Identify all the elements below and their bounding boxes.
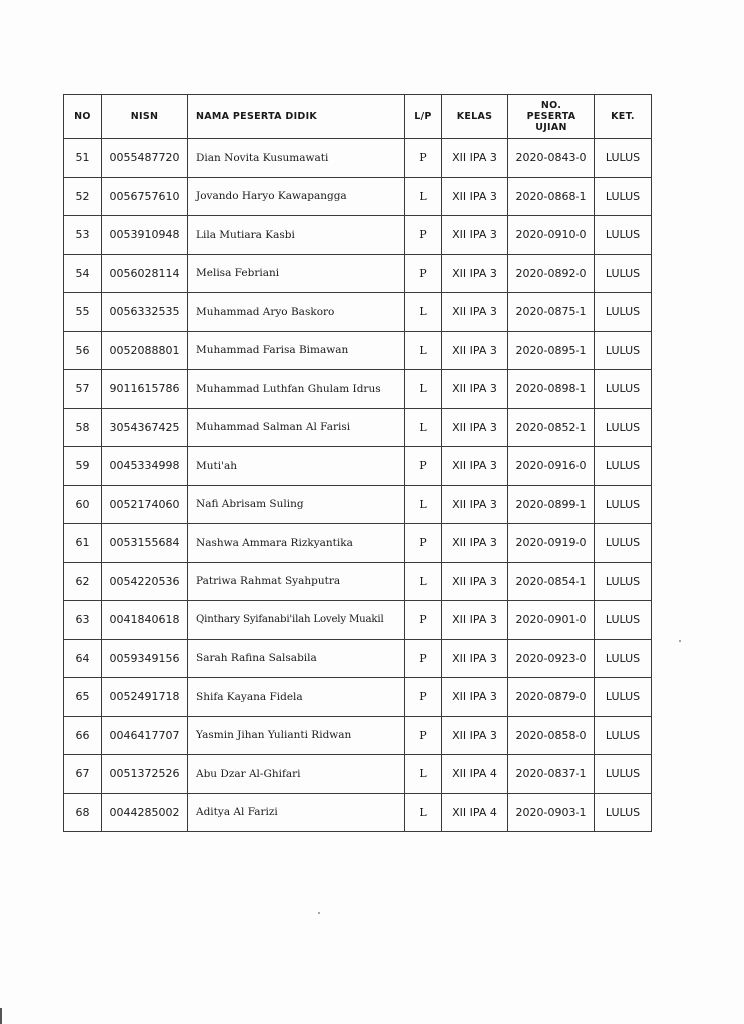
cell-nama: Muhammad Salman Al Farisi — [188, 408, 405, 447]
cell-nama: Abu Dzar Al-Ghifari — [188, 755, 405, 794]
cell-lp: P — [405, 678, 442, 717]
header-nama: NAMA PESERTA DIDIK — [188, 95, 405, 139]
cell-ket: LULUS — [595, 447, 652, 486]
cell-lp: L — [405, 755, 442, 794]
scan-speck — [318, 912, 320, 914]
cell-kelas: XII IPA 3 — [442, 177, 508, 216]
cell-ket: LULUS — [595, 485, 652, 524]
scan-edge-mark — [0, 1008, 2, 1024]
cell-ket: LULUS — [595, 139, 652, 178]
cell-kelas: XII IPA 3 — [442, 408, 508, 447]
cell-nisn: 0052491718 — [102, 678, 188, 717]
header-kelas: KELAS — [442, 95, 508, 139]
cell-nisn: 0046417707 — [102, 716, 188, 755]
graduation-results-table — [63, 94, 652, 832]
cell-nisn: 0051372526 — [102, 755, 188, 794]
cell-nama: Muhammad Aryo Baskoro — [188, 293, 405, 332]
header-no-peserta-line1: NO. — [540, 100, 562, 111]
cell-no: 55 — [64, 293, 102, 332]
cell-lp: P — [405, 524, 442, 563]
cell-nisn: 3054367425 — [102, 408, 188, 447]
cell-no-peserta: 2020-0843-0 — [508, 139, 595, 178]
cell-nisn: 9011615786 — [102, 370, 188, 409]
cell-lp: L — [405, 293, 442, 332]
cell-no-peserta: 2020-0898-1 — [508, 370, 595, 409]
cell-ket: LULUS — [595, 755, 652, 794]
cell-nama: Jovando Haryo Kawapangga — [188, 177, 405, 216]
cell-nisn: 0044285002 — [102, 793, 188, 832]
cell-kelas: XII IPA 3 — [442, 216, 508, 255]
cell-nama: Dian Novita Kusumawati — [188, 139, 405, 178]
cell-no-peserta: 2020-0837-1 — [508, 755, 595, 794]
cell-kelas: XII IPA 3 — [442, 254, 508, 293]
cell-no-peserta: 2020-0916-0 — [508, 447, 595, 486]
cell-no: 52 — [64, 177, 102, 216]
cell-nisn: 0052174060 — [102, 485, 188, 524]
cell-ket: LULUS — [595, 370, 652, 409]
cell-kelas: XII IPA 4 — [442, 755, 508, 794]
cell-no-peserta: 2020-0875-1 — [508, 293, 595, 332]
header-lp: L/P — [405, 95, 442, 139]
cell-ket: LULUS — [595, 408, 652, 447]
cell-nisn: 0059349156 — [102, 639, 188, 678]
cell-nama: Aditya Al Farizi — [188, 793, 405, 832]
cell-nama: Yasmin Jihan Yulianti Ridwan — [188, 716, 405, 755]
cell-lp: L — [405, 793, 442, 832]
table-row — [64, 601, 652, 640]
cell-no-peserta: 2020-0910-0 — [508, 216, 595, 255]
cell-nisn: 0052088801 — [102, 331, 188, 370]
cell-kelas: XII IPA 3 — [442, 639, 508, 678]
cell-no: 68 — [64, 793, 102, 832]
cell-nisn: 0041840618 — [102, 601, 188, 640]
cell-lp: P — [405, 447, 442, 486]
scan-speck — [679, 640, 681, 642]
table-row — [64, 254, 652, 293]
cell-ket: LULUS — [595, 562, 652, 601]
cell-ket: LULUS — [595, 793, 652, 832]
cell-no-peserta: 2020-0879-0 — [508, 678, 595, 717]
table-row — [64, 485, 652, 524]
cell-no: 58 — [64, 408, 102, 447]
cell-lp: P — [405, 601, 442, 640]
cell-kelas: XII IPA 3 — [442, 562, 508, 601]
cell-nama: Shifa Kayana Fidela — [188, 678, 405, 717]
table-row — [64, 524, 652, 563]
cell-no: 56 — [64, 331, 102, 370]
cell-no: 51 — [64, 139, 102, 178]
cell-no-peserta: 2020-0854-1 — [508, 562, 595, 601]
cell-kelas: XII IPA 3 — [442, 678, 508, 717]
cell-kelas: XII IPA 3 — [442, 447, 508, 486]
cell-nama: Muti'ah — [188, 447, 405, 486]
cell-no: 66 — [64, 716, 102, 755]
table-row — [64, 793, 652, 832]
cell-kelas: XII IPA 3 — [442, 485, 508, 524]
cell-lp: P — [405, 639, 442, 678]
table-row — [64, 177, 652, 216]
cell-nama: Nafi Abrisam Suling — [188, 485, 405, 524]
cell-no-peserta: 2020-0899-1 — [508, 485, 595, 524]
cell-nama: Lila Mutiara Kasbi — [188, 216, 405, 255]
table-row — [64, 716, 652, 755]
table-body — [64, 139, 652, 832]
cell-kelas: XII IPA 3 — [442, 601, 508, 640]
header-no-peserta-ujian — [508, 95, 595, 139]
table-row — [64, 447, 652, 486]
cell-nisn: 0056028114 — [102, 254, 188, 293]
cell-no-peserta: 2020-0901-0 — [508, 601, 595, 640]
cell-nama: Nashwa Ammara Rizkyantika — [188, 524, 405, 563]
cell-ket: LULUS — [595, 293, 652, 332]
cell-nisn: 0045334998 — [102, 447, 188, 486]
header-ket: KET. — [595, 95, 652, 139]
cell-kelas: XII IPA 4 — [442, 793, 508, 832]
cell-lp: P — [405, 254, 442, 293]
cell-nama: Patriwa Rahmat Syahputra — [188, 562, 405, 601]
cell-no: 54 — [64, 254, 102, 293]
cell-no-peserta: 2020-0852-1 — [508, 408, 595, 447]
cell-lp: L — [405, 370, 442, 409]
cell-no-peserta: 2020-0892-0 — [508, 254, 595, 293]
cell-nama: Melisa Febriani — [188, 254, 405, 293]
header-no: NO — [64, 95, 102, 139]
cell-no: 62 — [64, 562, 102, 601]
cell-ket: LULUS — [595, 216, 652, 255]
cell-ket: LULUS — [595, 177, 652, 216]
table-row — [64, 678, 652, 717]
cell-no: 64 — [64, 639, 102, 678]
cell-ket: LULUS — [595, 254, 652, 293]
cell-no: 53 — [64, 216, 102, 255]
cell-ket: LULUS — [595, 524, 652, 563]
table-row — [64, 755, 652, 794]
cell-lp: L — [405, 485, 442, 524]
cell-ket: LULUS — [595, 601, 652, 640]
cell-no: 63 — [64, 601, 102, 640]
cell-nama: Qinthary Syifanabi'ilah Lovely Muakil — [188, 601, 405, 640]
cell-no: 57 — [64, 370, 102, 409]
cell-no: 67 — [64, 755, 102, 794]
table-row — [64, 139, 652, 178]
cell-lp: L — [405, 408, 442, 447]
table-row — [64, 639, 652, 678]
cell-nisn: 0056757610 — [102, 177, 188, 216]
cell-no-peserta: 2020-0903-1 — [508, 793, 595, 832]
cell-no: 61 — [64, 524, 102, 563]
header-no-peserta-line2: PESERTA — [526, 111, 576, 122]
cell-kelas: XII IPA 3 — [442, 370, 508, 409]
cell-no-peserta: 2020-0923-0 — [508, 639, 595, 678]
cell-no: 60 — [64, 485, 102, 524]
cell-ket: LULUS — [595, 331, 652, 370]
table-row — [64, 562, 652, 601]
cell-ket: LULUS — [595, 639, 652, 678]
cell-nisn: 0053155684 — [102, 524, 188, 563]
table-row — [64, 293, 652, 332]
table-row — [64, 216, 652, 255]
table-header — [64, 95, 652, 139]
cell-kelas: XII IPA 3 — [442, 716, 508, 755]
cell-lp: P — [405, 216, 442, 255]
cell-ket: LULUS — [595, 716, 652, 755]
cell-nisn: 0053910948 — [102, 216, 188, 255]
cell-kelas: XII IPA 3 — [442, 331, 508, 370]
table-row — [64, 331, 652, 370]
header-nisn: NISN — [102, 95, 188, 139]
cell-lp: P — [405, 139, 442, 178]
cell-lp: L — [405, 331, 442, 370]
cell-no-peserta: 2020-0919-0 — [508, 524, 595, 563]
cell-nisn: 0055487720 — [102, 139, 188, 178]
cell-kelas: XII IPA 3 — [442, 524, 508, 563]
cell-lp: L — [405, 177, 442, 216]
cell-nama: Muhammad Luthfan Ghulam Idrus — [188, 370, 405, 409]
cell-kelas: XII IPA 3 — [442, 293, 508, 332]
cell-no: 59 — [64, 447, 102, 486]
cell-no: 65 — [64, 678, 102, 717]
cell-kelas: XII IPA 3 — [442, 139, 508, 178]
header-no-peserta-line3: UJIAN — [535, 122, 567, 133]
cell-nisn: 0054220536 — [102, 562, 188, 601]
cell-nama: Muhammad Farisa Bimawan — [188, 331, 405, 370]
cell-nisn: 0056332535 — [102, 293, 188, 332]
cell-no-peserta: 2020-0858-0 — [508, 716, 595, 755]
table-row — [64, 408, 652, 447]
header-row — [64, 95, 652, 139]
cell-no-peserta: 2020-0868-1 — [508, 177, 595, 216]
cell-lp: L — [405, 562, 442, 601]
cell-no-peserta: 2020-0895-1 — [508, 331, 595, 370]
cell-lp: P — [405, 716, 442, 755]
cell-ket: LULUS — [595, 678, 652, 717]
cell-nama: Sarah Rafina Salsabila — [188, 639, 405, 678]
table-row — [64, 370, 652, 409]
